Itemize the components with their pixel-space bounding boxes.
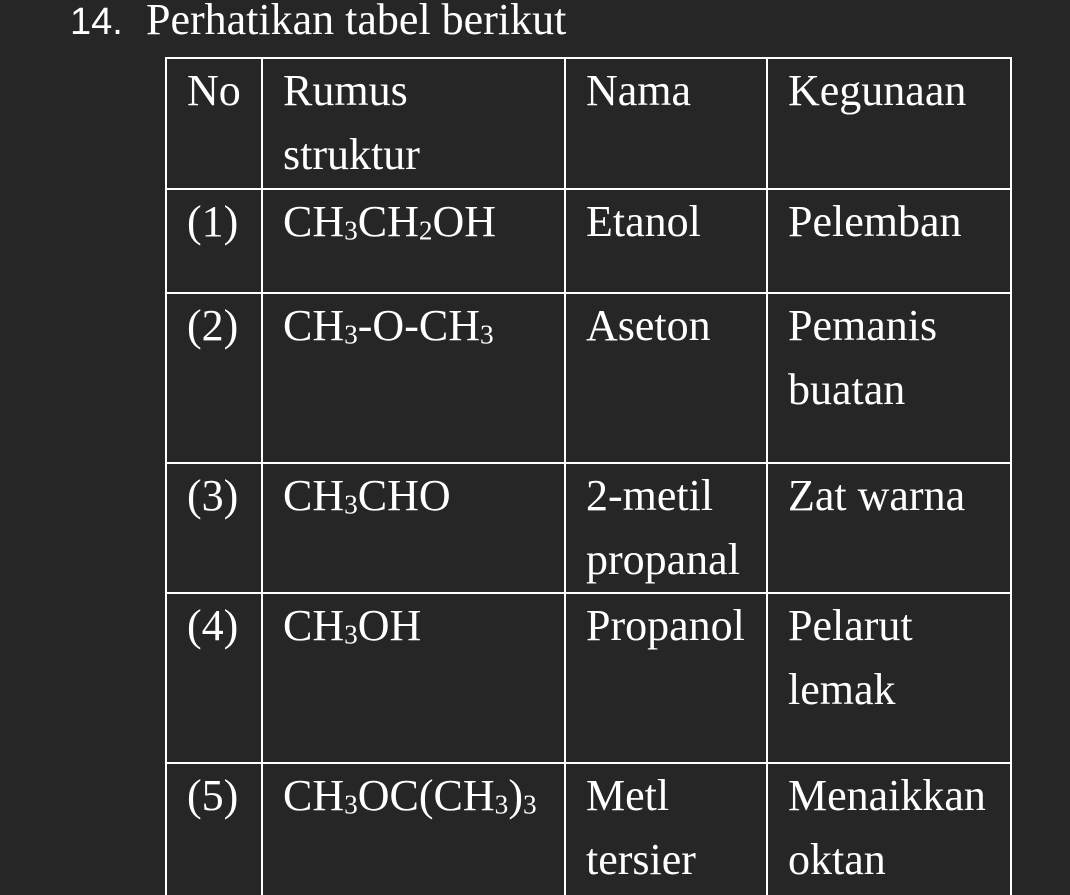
table-header-row — [166, 58, 1011, 189]
header-nama: Nama — [565, 58, 767, 189]
formula-subscript: 3 — [344, 215, 358, 246]
cell-kegunaan — [767, 463, 1011, 593]
formula-subscript: 3 — [344, 789, 358, 820]
formula-text: ) — [508, 771, 523, 820]
formula-subscript: 3 — [522, 789, 537, 820]
nama-line: propanal — [586, 535, 740, 584]
kegunaan-line: oktan — [788, 835, 886, 884]
cell-nama — [565, 593, 767, 763]
header-rumus-line2: struktur — [283, 130, 420, 179]
cell-nama — [565, 189, 767, 293]
cell-no: (4) — [166, 593, 262, 763]
formula-text: -O-CH — [357, 301, 480, 350]
formula-subscript: 3 — [344, 619, 358, 650]
header-kegunaan: Kegunaan — [767, 58, 1011, 189]
formula-text: CH — [283, 771, 345, 820]
nama-line: Propanol — [586, 601, 745, 650]
cell-kegunaan — [767, 189, 1011, 293]
table-row — [166, 293, 1011, 463]
formula-text: CH — [283, 601, 345, 650]
header-rumus-struktur — [262, 58, 565, 189]
cell-kegunaan — [767, 293, 1011, 463]
table-row — [166, 189, 1011, 293]
cell-no: (1) — [166, 189, 262, 293]
formula-text: CH — [283, 471, 345, 520]
kegunaan-line: lemak — [788, 665, 896, 714]
question-number: 14. — [70, 1, 123, 43]
cell-no: (3) — [166, 463, 262, 593]
kegunaan-line: Pemanis — [788, 301, 938, 350]
formula-subscript: 3 — [344, 489, 358, 520]
table-row — [166, 593, 1011, 763]
formula-subscript: 3 — [344, 319, 358, 350]
header-no: No — [166, 58, 262, 189]
formula-subscript: 2 — [418, 215, 433, 246]
formula-text: CH — [283, 301, 345, 350]
cell-formula — [262, 593, 565, 763]
formula-text: CH — [357, 197, 419, 246]
nama-line: tersier — [586, 835, 696, 884]
cell-formula — [262, 293, 565, 463]
nama-line: Metl — [586, 771, 670, 820]
table-row — [166, 763, 1011, 895]
question-heading — [70, 0, 566, 46]
cell-formula — [262, 763, 565, 895]
formula-text: OH — [357, 601, 422, 650]
table-row — [166, 463, 1011, 593]
cell-nama — [565, 463, 767, 593]
cell-kegunaan — [767, 593, 1011, 763]
nama-line: Etanol — [586, 197, 701, 246]
question-prompt: Perhatikan tabel berikut — [146, 0, 567, 44]
cell-nama — [565, 293, 767, 463]
formula-text: CH — [283, 197, 345, 246]
cell-nama — [565, 763, 767, 895]
kegunaan-line: Pelarut — [788, 601, 913, 650]
cell-formula — [262, 189, 565, 293]
formula-text: OC(CH — [357, 771, 495, 820]
formula-subscript: 3 — [494, 789, 509, 820]
cell-kegunaan — [767, 763, 1011, 895]
kegunaan-line: Zat warna — [788, 471, 966, 520]
header-rumus-line1: Rumus — [283, 66, 408, 115]
cell-formula — [262, 463, 565, 593]
kegunaan-line: Pelemban — [788, 197, 962, 246]
nama-line: 2-metil — [586, 471, 714, 520]
formula-subscript: 3 — [479, 319, 494, 350]
formula-text: OH — [432, 197, 497, 246]
cell-no: (5) — [166, 763, 262, 895]
compound-table — [165, 57, 1012, 895]
cell-no: (2) — [166, 293, 262, 463]
nama-line: Aseton — [586, 301, 711, 350]
kegunaan-line: Menaikkan — [788, 771, 986, 820]
kegunaan-line: buatan — [788, 365, 906, 414]
formula-text: CHO — [357, 471, 451, 520]
